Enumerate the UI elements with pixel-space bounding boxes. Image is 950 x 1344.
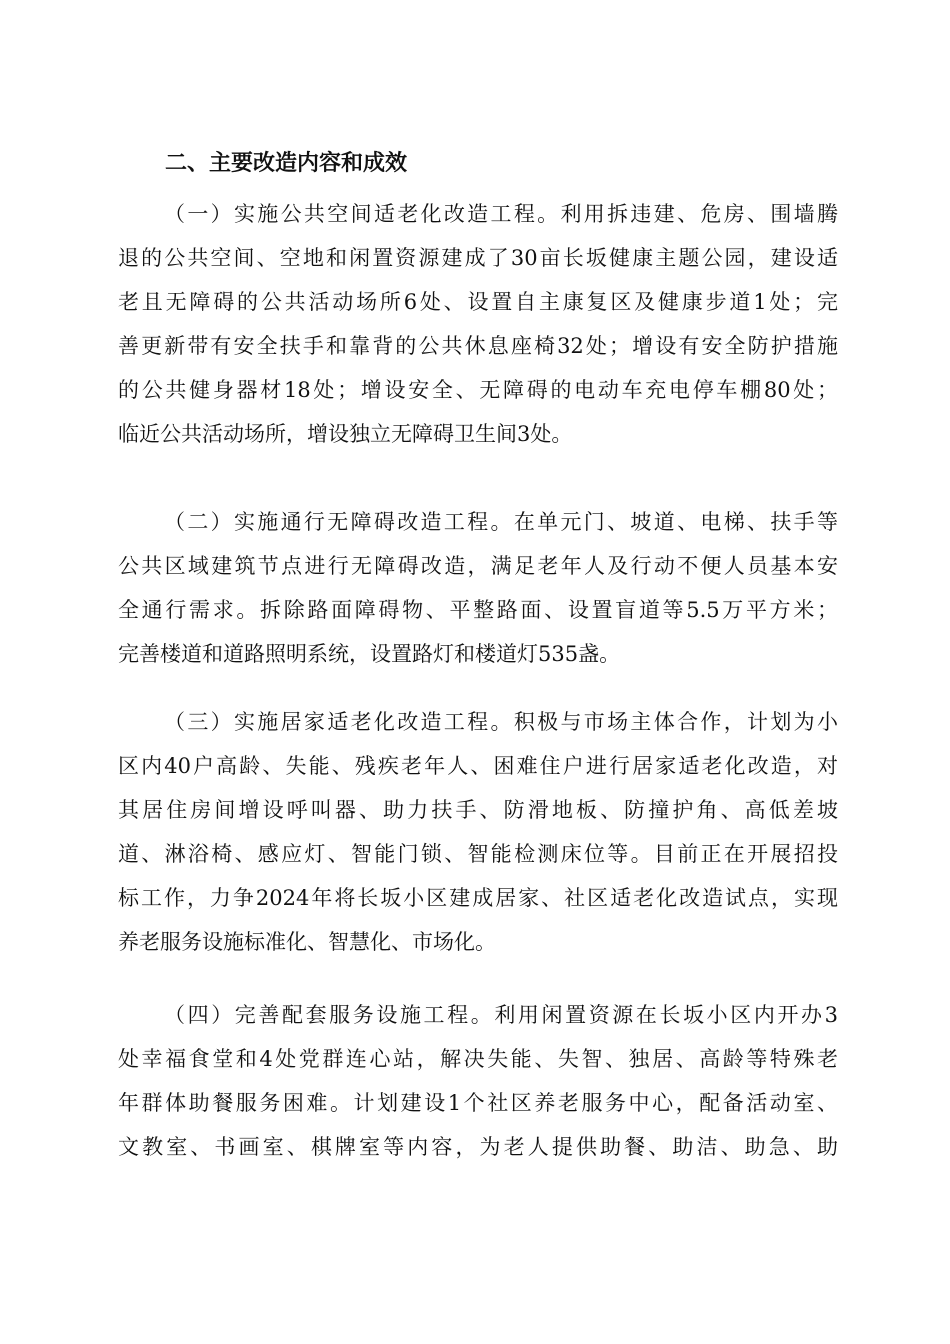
section-heading: 二、主要改造内容和成效 (165, 151, 408, 176)
paragraph-public-space (118, 192, 838, 456)
paragraph-home-renovation (118, 700, 838, 964)
paragraph-accessibility (118, 500, 838, 676)
paragraph-line: 公共区域建筑节点进行无障碍改造，满足老年人及行动不便人员基本安 (118, 554, 838, 578)
paragraph-line: 处幸福食堂和4处党群连心站，解决失能、失智、独居、高龄等特殊老 (118, 1047, 838, 1071)
paragraph-line: （四）完善配套服务设施工程。利用闲置资源在长坂小区内开办3 (164, 1003, 838, 1027)
paragraph-line: （三）实施居家适老化改造工程。积极与市场主体合作，计划为小 (164, 710, 838, 734)
paragraph-line: （一）实施公共空间适老化改造工程。利用拆违建、危房、围墙腾 (164, 202, 838, 226)
paragraph-line: 其居住房间增设呼叫器、助力扶手、防滑地板、防撞护角、高低差坡 (118, 798, 838, 822)
paragraph-line: 养老服务设施标准化、智慧化、市场化。 (118, 930, 496, 954)
paragraph-service-facilities (118, 993, 838, 1169)
paragraph-line: 老且无障碍的公共活动场所6处、设置自主康复区及健康步道1处；完 (118, 290, 838, 314)
paragraph-line: 临近公共活动场所，增设独立无障碍卫生间3处。 (118, 422, 573, 446)
paragraph-line: 年群体助餐服务困难。计划建设1个社区养老服务中心，配备活动室、 (118, 1091, 838, 1115)
paragraph-line: 道、淋浴椅、感应灯、智能门锁、智能检测床位等。目前正在开展招投 (118, 842, 838, 866)
paragraph-line: 全通行需求。拆除路面障碍物、平整路面、设置盲道等5.5万平方米； (118, 598, 838, 622)
paragraph-line: 文教室、书画室、棋牌室等内容，为老人提供助餐、助洁、助急、助 (118, 1135, 838, 1159)
paragraph-line: 完善楼道和道路照明系统，设置路灯和楼道灯535盏。 (118, 642, 621, 666)
paragraph-line: 区内40户高龄、失能、残疾老年人、困难住户进行居家适老化改造，对 (118, 754, 838, 778)
paragraph-line: 的公共健身器材18处；增设安全、无障碍的电动车充电停车棚80处； (118, 378, 838, 402)
paragraph-line: 善更新带有安全扶手和靠背的公共休息座椅32处；增设有安全防护措施 (118, 334, 838, 358)
paragraph-line: （二）实施通行无障碍改造工程。在单元门、坡道、电梯、扶手等 (164, 510, 838, 534)
paragraph-line: 标工作，力争2024年将长坂小区建成居家、社区适老化改造试点，实现 (118, 886, 838, 910)
paragraph-line: 退的公共空间、空地和闲置资源建成了30亩长坂健康主题公园，建设适 (118, 246, 838, 270)
